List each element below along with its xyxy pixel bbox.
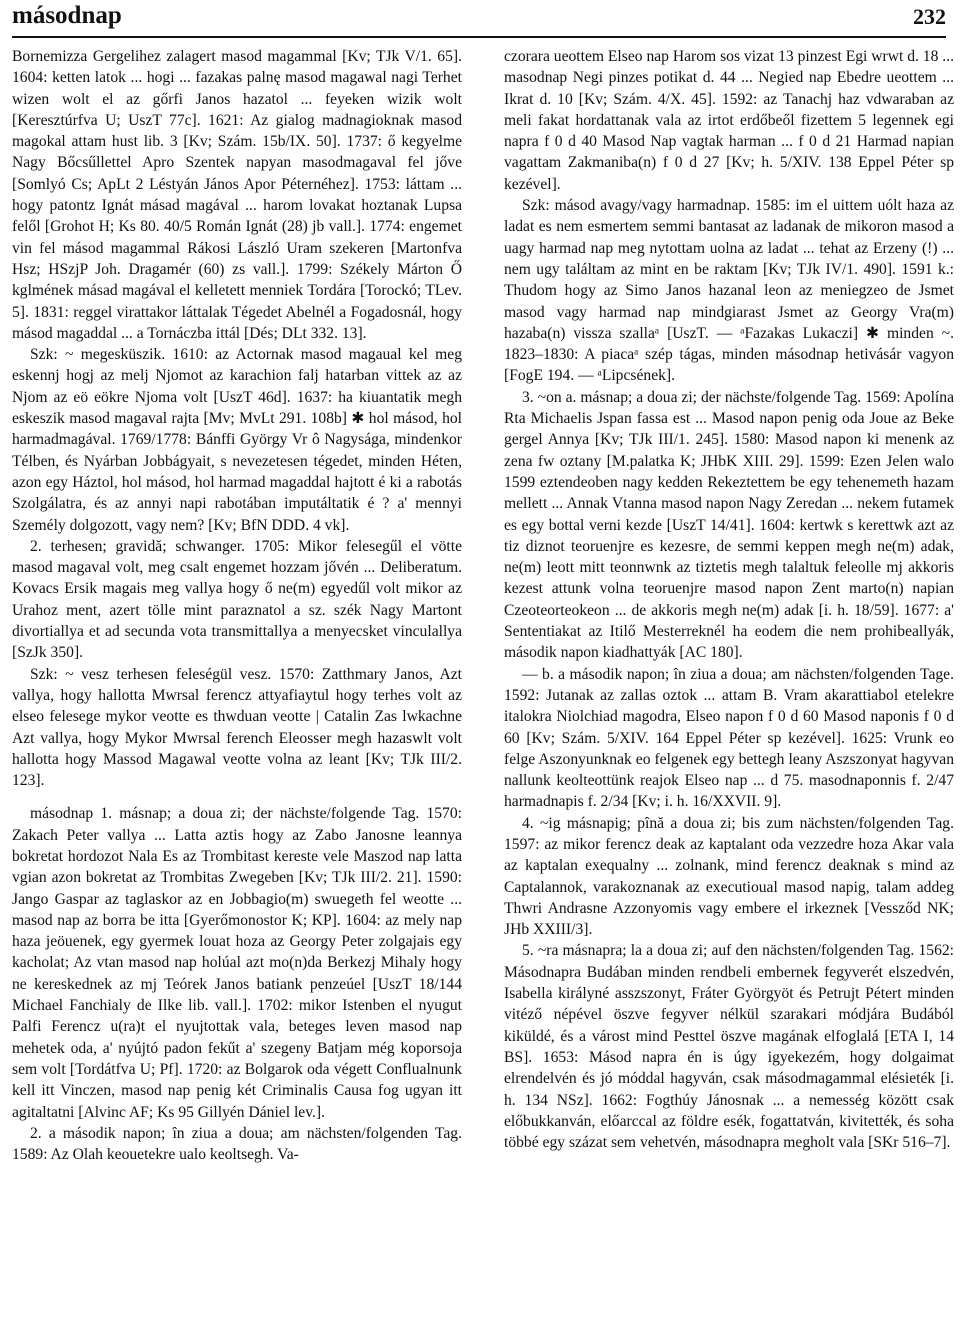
- headword-entry: másodnap 1. másnap; a doua zi; der nächste/folgende Tag. 1570: Zakach Peter vallya ... Latta aztis hogy az Zabo Janosne leannya bokretat hordozot Nala Es az Trombitast kereste vele Maszod nap latta vgian azon bokretat az Trombitas Zwegeben [Kv; TJk III/2. 21]. 1590: Jango Gaspar az taglaskor az en Jobbagio(m) swuegeth fel weotte ... masod nap az borra be itta [Gyerőmonostor K; KP]. 1604: az mely nap haza jeöuenek, egy gyermek louat hoza az Georgy Peter zolgajais egy kacholat; Az vtan masod nap holúal azt mo(n)da Berkezj Mihaly hogy ne kereskednek az mj Teórek Janos batiank penzeúel [UszT 18/144 Michael Fanchialy de Ilke lib. vall.]. 1702: mikor Istenben el nyugut Palfi Ferencz u(ra)t el nyujtottak vala, beteges leven masod nap mehetek oda, a' nyújtó padon fekűt a' szegeny Batjam még koporsoja sem volt [Tordátfva U; Pf]. 1720: az Bolgarok oda végett Conflualnunk kell itt Vinczen, masod nap penig két Criminalis Causa fog ugyan itt agitaltatni [Alvinc AF; Ks 95 Gillyén Dániel lev.].: [12, 805, 462, 1121]
- entry-paragraph: Szk: ~ megesküszik. 1610: az Actornak masod magaual kel meg eskennj hogj az melj Njomot az karachion falj hatarban vittek az az Njom az eö eökre Njoma volt [UszT 46d]. 1637: ha kiuantatik megh eskeszik masod magaval rajta [Mv; MvLt 291. 108b] ✱ hol másod, hol harmadmagával. 1769/1778: Bánffi György Vr ô Nagysága, mindenkor Télben, és Nyárban Jobbágyait, s nevezetesen tégedet, minden Héten, azon egy Háztol, hol másod, hol harmad magaddal hajtott é ki a rabotás Szolgálatra, és az annyi napi rabotában imputáltatik é ? a' mennyi Személy dolgozott, vagy nem? [Kv; BfN DDD. 4 vk].: [12, 346, 462, 534]
- entry-paragraph: czorara ueottem Elseo nap Harom sos vizat 13 pinzest Egi wrwt d. 18 ... masodnap Negi pinzes potikat d. 44 ... Negied nap Ebedre ueottem ... Ikrat d. 10 [Kv; Szám. 4/X. 45]. 1592: az Tanachj haz vdwaraban az meli fakat hordattanak vala az irtot erdőbeől fizettem 5 legennek egi napra f 0 d 40 Masod Nap vagtak harman ... f 0 d 21 Harmad napian vagattam Zakmaniba(n) f 0 d 27 [Kv; h. 5/XIV. 138 Eppel Péter sp kezével].: [504, 48, 954, 193]
- page-header: [12, 0, 946, 38]
- sense-paragraph: 2. terhesen; gravidă; schwanger. 1705: Mikor felesegűl el vötte masod magaval volt, meg csalt engemet hozzam jővén ... Deliberatum. Kovacs Ersik magais meg vallya hogy ő ne(m) egyedűl volt mikor az Urahoz ment, azert tölle mint paraznatol a sz. szék Nagy Martont divortiallya et ad secunda vota transmittallya a menyecsket vinculallya [SzJk 350].: [12, 537, 462, 662]
- page-number: 232: [913, 4, 946, 29]
- sense-paragraph: — b. a második napon; în ziua a doua; am nächsten/folgenden Tage. 1592: Jutanak az zallas oztok ... attam B. Vram akarattiabol etelekre italokra Niolchiad magodra, Elseo napon f 0 d 60 Masod naponis f 0 d 60 [Kv; Szám. 5/XIV. 164 Eppel Péter sp kezével]. 1625: Vrunk eo felge Aszonyunknak eo felgenek egy bettegh leany Aszszonyat hagyvan nallunk keolteottünk reajok Elseo nap ... d 75. masodnaponnis f. 2/47 harmadnapis f. 2/34 [Kv; i. h. 16/XXVII. 9].: [504, 665, 954, 811]
- entry-paragraph: Szk: másod avagy/vagy harmadnap. 1585: im el uittem uólt haza az ladat es nem esmertem semmi bantasat az ladanak de mikoron masod a uagy harmad nap meg nytottam uolna az ladat ... tehat az Erzeny (!) ... nem ugy találtam az mint en be raktam [Kv; TJk IV/1. 490]. 1591 k.: Thudom hogy az Simo Janos hazanal leon az meniegzeo de Jsmet masod vagy harmad nap mindgiarast Jsmet az Georgy Vra(m) hazaba(n) vissza szallaᵃ [UszT. — ᵃFazakas Lukaczi] ✱ minden ~. 1823–1830: A piacaᵃ szép tágas, minden másodnap hetivásár vagyon [FogE 194. — ᵃLipcsének].: [504, 197, 954, 385]
- right-column: [504, 46, 954, 1326]
- sense-paragraph: 5. ~ra másnapra; la a doua zi; auf den nächsten/folgenden Tag. 1562: Másodnapra Budában minden rendbeli embernek fegyverét elszedvén, Isabella királyné asszszonyt, Fráter Györgyöt és Petrujt Pétert minden vitéző népével öszve fegyver nélkül szarakari módjára Budából kiküldé, és a várost mind Pesttel öszve magának elfoglalá [ETA I, 14 BS]. 1653: Másod napra én is úgy igyekezém, hogy dolgaimat elrendelvén és jó móddal hagyván, csak másodmagammal elésieték [i. h. 134 NSz]. 1662: Fogthúy Jánosnak ... a nemesség között csak előbukkanván, előarccal az földre esék, fogattatván, kivitették, és soha többé egy százat sem vehetvén, másodnapra megholt vala [SKr 516–7].: [504, 942, 954, 1152]
- running-headword: másodnap: [12, 2, 122, 29]
- entry-paragraph: Bornemizza Gergelihez zalagert masod magammal [Kv; TJk V/1. 65]. 1604: ketten latok ... hogi ... fazakas palnę masod magawal nagi Terhet wizen wolt el az gőrfi Janos hazatol ... feyeken wizik wolt [Keresztúrfva U; UszT 77c]. 1621: Az gialog madnagioknak masod magokal attam hust lib. 3 [Kv; Szám. 15b/IX. 50]. 1737: ő kegyelme Nagy Bőcsűllettel Apro Szentek napyan masodmagaval fel jőve [Somlyó Cs; ApLt 2 Léstyán János Apor Péternéhez]. 1753: láttam ... hogy patontz Ignát másad magával ... harom lovakat hoztanak Lupsa felől [Grohot H; Ks 80. 40/5 Román Ignát (28) jb vall.]. 1774: engemet vin fel másod magammal Rákosi László Uram szekeren [Martonfva Hsz; HSzjP Joh. Dragamér (60) zs vall.]. 1799: Székely Márton Ő kglmének másad magával el kelletett menniek Tordára [Torockó; TLev. 5]. 1831: reggel virattakor láttalak Tégedet Abelnél a Fogadosnál, hogy másod magaddal ... a Tornáczba ittál [Dés; DLt 332. 13].: [12, 48, 462, 342]
- sense-paragraph: 2. a második napon; în ziua a doua; am nächsten/folgenden Tag. 1589: Az Olah keouetekre ualo keoltsegh. Va-: [12, 1124, 462, 1164]
- left-column: [12, 46, 462, 1326]
- sense-paragraph: 4. ~ig másnapig; pînă a doua zi; bis zum nächsten/folgenden Tag. 1597: az mikor ferencz deak az kaptalant oda vezzedre hoza Akar vala az kaptalan exequalny ... zolnank, mind ferencz deaknak s mind az Captalannok, varakoznanak az executioual masod napig, talam addeg Thwri Andrasne Azzonyomis vagy embere el irkeznek [Vessződ NK; JHb XXIII/3].: [504, 814, 954, 939]
- entry-paragraph: Szk: ~ vesz terhesen feleségül vesz. 1570: Zatthmary Janos, Azt vallya, hogy hallotta Mwrsal ferencz attyafiaytul hogy terhes volt az elseo felesege mykor veotte es thwduan veotte | Catalin Zas lwkachne Azt vallya, hogy Mykor Mwrsal ferench Eleosser megh hazaswlt volt hallotta hogy Massod Magawal veotte volna az leant [Kv; TJk III/2. 123].: [12, 665, 462, 790]
- sense-paragraph: 3. ~on a. másnap; a doua zi; der nächste/folgende Tag. 1569: Apolína Rta Michaelis Jspan fassa est ... Masod napon penig oda Joue az Beke gergel Annya [Kv; TJk III/1. 245]. 1580: Masod napon ki menenk az zena fw oztany [M.palatka K; JHbK XIII. 29]. 1599: Ezen Jelen walo 1599 eztendeoben nagy kedden Rekeztettem be egy tehenemeth hazam mellett ... Annak Vtanna masod napon Nagy Zeredan ... nekem futamek es egy bottal verni kezde [UszT 14/41]. 1604: kertwk s kerettwk azt az tiz diznot teoruenjre es kezesre, de semmi keppen megh ne(m) adak, ne(m) leott mitt teonnwnk az tiztetis megh talaltuk feleolle mj akkoris kezest attunk volna teoruenjre masod napon Zent marto(n) napian Czeoteorteokeon ... de akkoris megh ne(m) adak [i. h. 18/59]. 1677: a' Sententiakat az Itilő Mesterreknél ha eodem die nem prohibeallyák, második napon kiadhattyák [AC 180].: [504, 388, 954, 662]
